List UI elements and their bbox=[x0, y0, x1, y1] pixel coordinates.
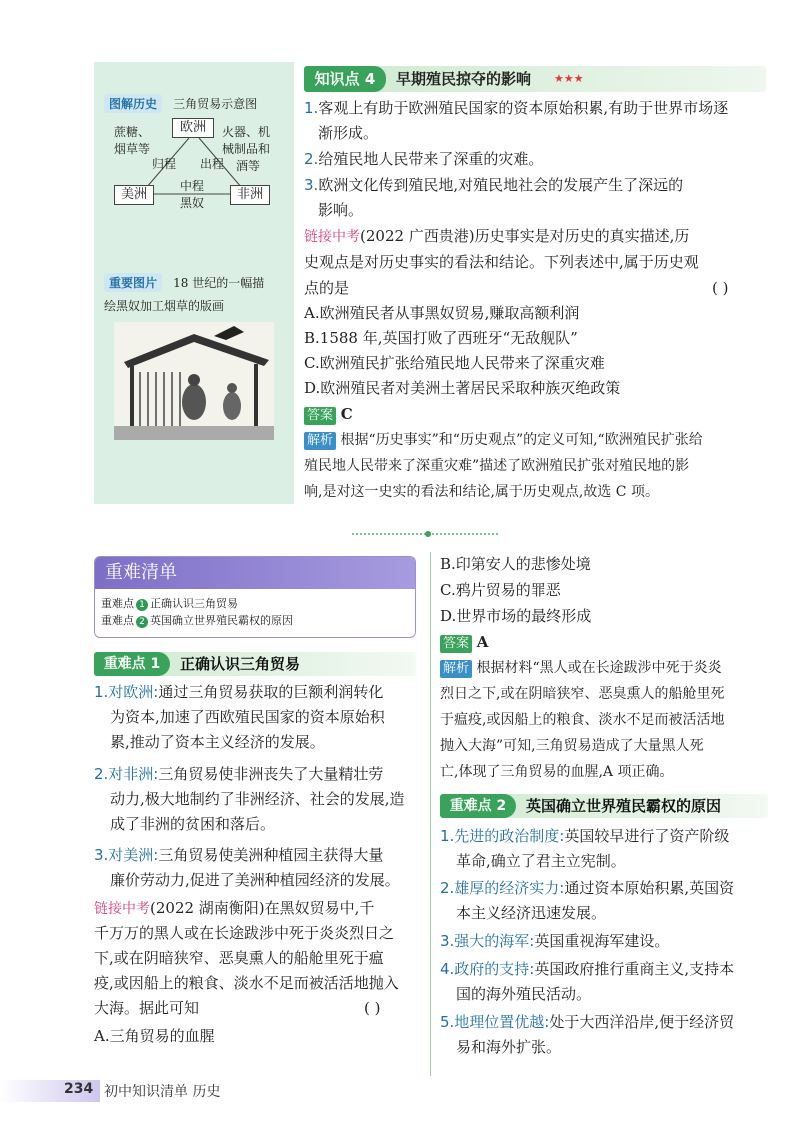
dp1-point-1-l2: 为资本,加速了西欧殖民国家的资本原始积 bbox=[110, 708, 385, 726]
dp1-question-2: 千万万的黑人或在长途跋涉中死于炎炎烈日之 bbox=[94, 924, 395, 942]
dp1-point-2-l3: 成了非洲的贫困和落后。 bbox=[110, 815, 276, 833]
dp2-point-2: 2.雄厚的经济实力:通过资本原始积累,英国资 bbox=[440, 879, 735, 897]
dp1-point-3: 3.对美洲:三角贸易使美洲种植园主获得大量 bbox=[94, 846, 384, 864]
kp4-point-3-cont: 影响。 bbox=[318, 201, 364, 219]
kp4-question-1: 链接中考(2022 广西贵港)历史事实是对历史的真实描述,历 bbox=[304, 227, 690, 245]
node-america: 美洲 bbox=[114, 185, 154, 205]
answer-badge-2: 答案 bbox=[440, 635, 472, 653]
kp4-answer: 答案 C bbox=[304, 402, 353, 427]
kp4-title: 早期殖民掠夺的影响 bbox=[396, 70, 532, 88]
dp1-point-1: 1.对欧洲:通过三角贸易获取的巨额利润转化 bbox=[94, 683, 384, 701]
kp4-explain-1: 解析 根据“历史事实”和“历史观点”的定义可知,“欧洲殖民扩张给 bbox=[304, 428, 770, 453]
right-goods-3: 酒等 bbox=[236, 159, 261, 173]
dp1-header bbox=[94, 652, 416, 676]
dp1-option-b: B.印第安人的悲惨处境 bbox=[440, 555, 591, 573]
kp4-option-d: D.欧洲殖民者对美洲土著居民采取种族灭绝政策 bbox=[304, 379, 621, 397]
checklist-box bbox=[94, 556, 416, 638]
checklist-title: 重难清单 bbox=[95, 557, 415, 589]
dp2-point-4: 4.政府的支持:英国政府推行重商主义,支持本 bbox=[440, 960, 735, 978]
footer-title: 初中知识清单 历史 bbox=[104, 1084, 221, 1100]
dp2-point-1-l2: 革命,确立了君主立宪制。 bbox=[456, 852, 626, 870]
dp1-option-d: D.世界市场的最终形成 bbox=[440, 607, 592, 625]
dp1-explain-1: 解析 根据材料“黑人或在长途跋涉中死于炎炎 bbox=[440, 656, 722, 681]
dp1-option-a: A.三角贸易的血腥 bbox=[94, 1027, 215, 1045]
dp1-tag: 重难点 1 bbox=[94, 652, 170, 676]
dp1-question-1: 链接中考(2022 湖南衡阳)在黑奴贸易中,千 bbox=[94, 899, 375, 917]
arrow-middle-2: 黑奴 bbox=[180, 196, 205, 210]
kp4-question-3: 点的是 bbox=[304, 279, 350, 297]
right-goods-1: 火器、机 bbox=[222, 125, 271, 139]
kp4-tag: 知识点 4 bbox=[304, 66, 386, 92]
dp1-point-3-l2: 廉价劳动力,促进了美洲种植园经济的发展。 bbox=[110, 871, 400, 889]
picture-label: 重要图片 bbox=[104, 273, 162, 292]
kp4-question-2: 史观点是对历史事实的看法和结论。下列表述中,属于历史观 bbox=[304, 253, 699, 271]
arrow-middle-1: 中程 bbox=[180, 179, 205, 193]
dp2-point-2-l2: 本主义经济迅速发展。 bbox=[456, 904, 607, 922]
picture-caption-1: 18 世纪的一幅描 bbox=[173, 276, 265, 290]
dp1-point-2: 2.对非洲:三角贸易使非洲丧失了大量精壮劳 bbox=[94, 765, 384, 783]
diagram-title: 三角贸易示意图 bbox=[173, 97, 258, 111]
kp4-option-b: B.1588 年,英国打败了西班牙“无敌舰队” bbox=[304, 329, 578, 347]
dp2-point-5: 5.地理位置优越:处于大西洋沿岸,便于经济贸 bbox=[440, 1013, 735, 1031]
kp4-option-c: C.欧洲殖民扩张给殖民地人民带来了深重灾难 bbox=[304, 354, 605, 372]
dp1-title: 正确认识三角贸易 bbox=[180, 655, 301, 673]
dp2-tag: 重难点 2 bbox=[440, 794, 516, 818]
dp1-answer: 答案 A bbox=[440, 630, 488, 655]
kp4-point-1-cont: 渐形成。 bbox=[318, 124, 379, 142]
kp4-option-a: A.欧洲殖民者从事黑奴贸易,赚取高额利润 bbox=[304, 304, 580, 322]
checklist-item-2: 重难点 2 英国确立世界殖民霸权的原因 bbox=[101, 614, 293, 627]
dp1-point-1-l3: 累,推动了资本主义经济的发展。 bbox=[110, 733, 325, 751]
dp1-option-c: C.鸦片贸易的罪恶 bbox=[440, 581, 561, 599]
kp4-paren: ( ) bbox=[712, 279, 729, 297]
kp4-point-3: 3.欧洲文化传到殖民地,对殖民地社会的发展产生了深远的 bbox=[304, 176, 684, 194]
dp1-question-4: 疫,或因船上的粮食、淡水不足而被活活地抛入 bbox=[94, 974, 399, 992]
page-number: 234 bbox=[64, 1081, 94, 1097]
kp4-point-2: 2.给殖民地人民带来了深重的灾难。 bbox=[304, 150, 544, 168]
dp2-title: 英国确立世界殖民霸权的原因 bbox=[526, 797, 722, 815]
dp2-header bbox=[440, 794, 768, 818]
dp1-question-3: 下,或在阴暗狭窄、恶臭熏人的船舱里死于瘟 bbox=[94, 949, 384, 967]
left-goods-1: 蔗糖、 bbox=[114, 125, 151, 139]
picture-caption-2: 绘黑奴加工烟草的版画 bbox=[104, 299, 225, 313]
divider-dot bbox=[425, 531, 431, 537]
left-goods-2: 烟草等 bbox=[114, 142, 151, 156]
column-divider bbox=[430, 552, 431, 1076]
checklist-item-1: 重难点 1 正确认识三角贸易 bbox=[101, 597, 238, 610]
dp2-point-1: 1.先进的政治制度:英国较早进行了资产阶级 bbox=[440, 827, 730, 845]
dp1-explain-5: 亡,体现了三角贸易的血腥,A 项正确。 bbox=[440, 764, 674, 780]
kp4-explain-2: 殖民地人民带来了深重灾难”描述了欧洲殖民扩张对殖民地的影 bbox=[304, 458, 690, 474]
dp2-point-3: 3.强大的海军:英国重视海军建设。 bbox=[440, 932, 670, 950]
arrow-return-label: 归程 bbox=[152, 157, 177, 171]
node-africa: 非洲 bbox=[230, 185, 270, 205]
dp1-paren: ( ) bbox=[364, 999, 381, 1017]
dp2-point-5-l2: 易和海外扩张。 bbox=[456, 1038, 562, 1056]
explain-badge-2: 解析 bbox=[440, 660, 472, 678]
link-icon: 链接中考 bbox=[304, 229, 360, 245]
picture-header bbox=[104, 272, 264, 292]
right-goods-2: 械制品和 bbox=[222, 142, 271, 156]
dp1-explain-4: 抛入大海”可知,三角贸易造成了大量黑人死 bbox=[440, 738, 704, 754]
kp4-header bbox=[304, 66, 766, 92]
dp1-explain-2: 烈日之下,或在阴暗狭窄、恶臭熏人的船舱里死 bbox=[440, 686, 725, 702]
kp4-stars: ★★★ bbox=[554, 72, 584, 85]
kp4-explain-3: 响,是对这一史实的看法和结论,属于历史观点,故选 C 项。 bbox=[304, 484, 659, 500]
answer-badge: 答案 bbox=[304, 407, 336, 425]
arrow-out-label: 出程 bbox=[200, 157, 225, 171]
explain-badge: 解析 bbox=[304, 432, 336, 450]
dp1-point-2-l2: 动力,极大地制约了非洲经济、社会的发展,造 bbox=[110, 790, 405, 808]
diagram-label: 图解历史 bbox=[104, 94, 162, 113]
dp1-explain-3: 于瘟疫,或因船上的粮食、淡水不足而被活活地 bbox=[440, 712, 725, 728]
dp1-question-5: 大海。据此可知 bbox=[94, 999, 200, 1017]
dp2-point-4-l2: 国的海外殖民活动。 bbox=[456, 985, 592, 1003]
kp4-point-1: 1.客观上有助于欧洲殖民国家的资本原始积累,有助于世界市场逐 bbox=[304, 99, 729, 117]
node-europe: 欧洲 bbox=[172, 118, 214, 138]
engraving-image bbox=[114, 322, 274, 440]
link-icon-2: 链接中考 bbox=[94, 901, 150, 917]
